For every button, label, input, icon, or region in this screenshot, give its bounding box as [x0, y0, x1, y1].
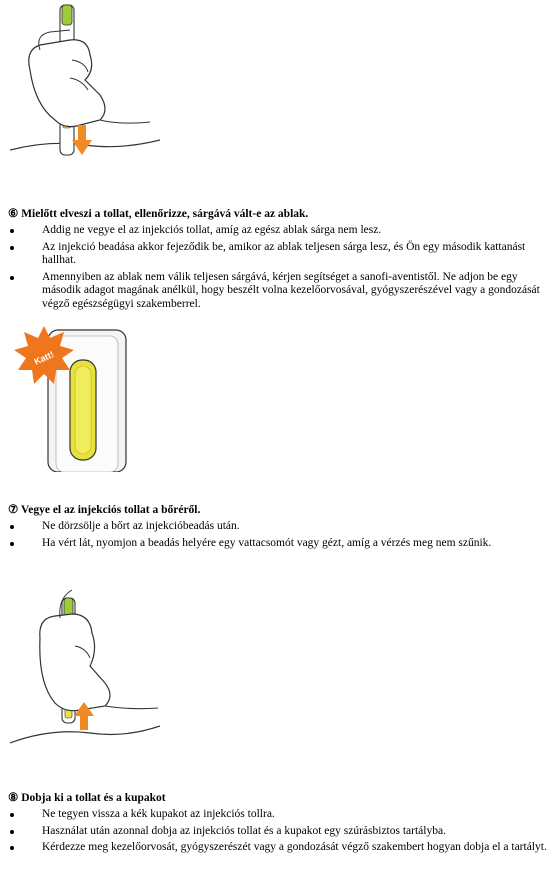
list-item: Amennyiben az ablak nem válik teljesen sárgává, kérjen segítséget a sanofi-aventistől. Ne adjon be egy második adagot magának anélkül, hogy beszélt volna kezelőorvosával, gyógyszerészével vagy a gondozását végző egészségügyi szakemberrel.: [0, 271, 555, 312]
list-item: Kérdezze meg kezelőorvosát, gyógyszerészét vagy a gondozását végző szakembert hogyan dobja el a tartályt.: [0, 841, 555, 855]
section8-heading: ⑧ Dobja ki a tollat és a kupakot: [8, 792, 166, 804]
section7-heading: ⑦ Vegye el az injekciós tollat a bőréről.: [8, 504, 201, 516]
illustration-pen-window-yellow: [8, 322, 128, 472]
arrow-down-icon: [72, 125, 92, 155]
section6-heading: ⑥ Mielőtt elveszi a tollat, ellenőrizze, sárgává vált-e az ablak.: [8, 208, 309, 220]
section6-list: [0, 224, 555, 315]
list-item: Az injekció beadása akkor fejeződik be, amikor az ablak teljesen sárga lesz, és Ön egy második kattanást hallhat.: [0, 241, 555, 268]
illustration-hand-pressing-pen: [10, 0, 160, 180]
list-item: Addig ne vegye el az injekciós tollat, amíg az egész ablak sárga nem lesz.: [0, 224, 555, 238]
list-item: Használat után azonnal dobja az injekciós tollat és a kupakot egy szúrásbiztos tartályba.: [0, 825, 555, 839]
list-item: Ne dörzsölje a bőrt az injekcióbeadás után.: [0, 520, 555, 534]
burst-text: Katt!: [32, 349, 56, 367]
section8-list: [0, 808, 555, 858]
illustration-hand-removing-pen: [10, 578, 160, 758]
list-item: Ha vért lát, nyomjon a beadás helyére egy vattacsomót vagy gézt, amíg a vérzés meg nem szűnik.: [0, 537, 555, 551]
list-item: Ne tegyen vissza a kék kupakot az injekciós tollra.: [0, 808, 555, 822]
section7-list: [0, 520, 555, 553]
